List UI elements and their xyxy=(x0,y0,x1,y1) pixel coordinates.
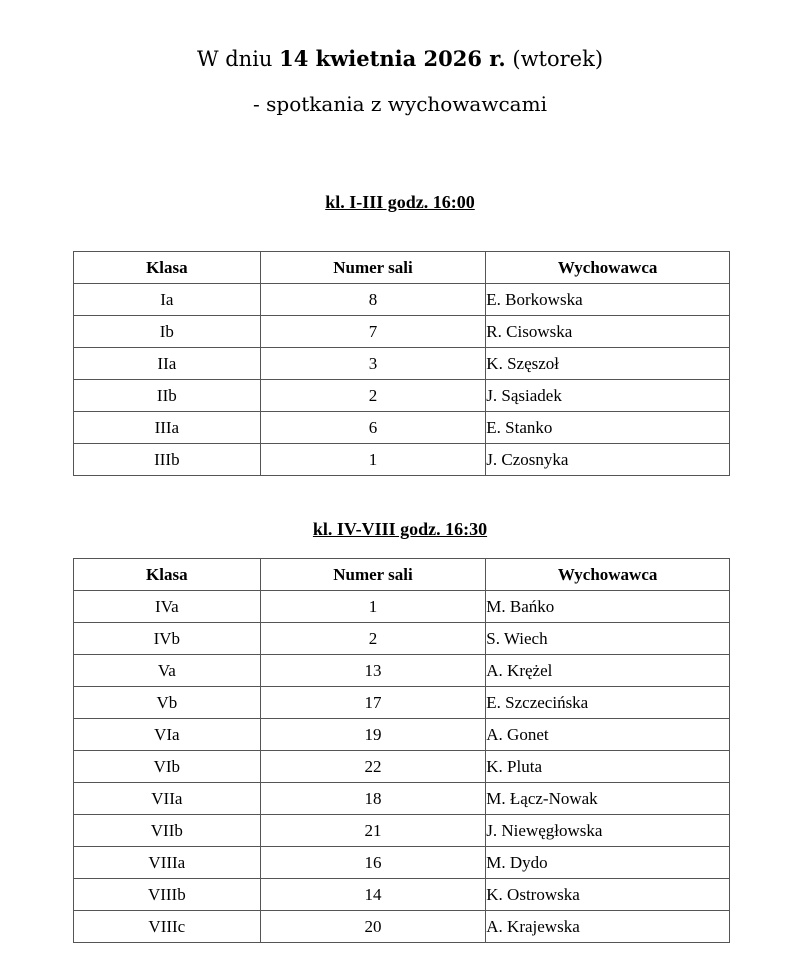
cell-wychowawca: E. Szczecińska xyxy=(486,687,730,719)
cell-sala: 2 xyxy=(260,380,486,412)
cell-klasa: IVa xyxy=(74,591,261,623)
table-row xyxy=(74,348,730,380)
cell-klasa: VIIa xyxy=(74,783,261,815)
table-header-row xyxy=(74,252,730,284)
column-header-klasa: Klasa xyxy=(74,252,261,284)
cell-wychowawca: A. Krężel xyxy=(486,655,730,687)
cell-klasa: VIIb xyxy=(74,815,261,847)
cell-sala: 2 xyxy=(260,623,486,655)
cell-klasa: IVb xyxy=(74,623,261,655)
cell-sala: 8 xyxy=(260,284,486,316)
cell-wychowawca: E. Borkowska xyxy=(486,284,730,316)
cell-klasa: VIb xyxy=(74,751,261,783)
table-row xyxy=(74,783,730,815)
cell-klasa: VIIIb xyxy=(74,879,261,911)
cell-sala: 14 xyxy=(260,879,486,911)
cell-wychowawca: M. Bańko xyxy=(486,591,730,623)
cell-wychowawca: A. Krajewska xyxy=(486,911,730,943)
cell-klasa: VIIIc xyxy=(74,911,261,943)
table-row xyxy=(74,444,730,476)
table-row xyxy=(74,316,730,348)
column-header-numer-sali: Numer sali xyxy=(260,559,486,591)
cell-klasa: IIIb xyxy=(74,444,261,476)
section-heading-grades-4-8: kl. IV-VIII godz. 16:30 xyxy=(312,519,488,539)
cell-klasa: IIb xyxy=(74,380,261,412)
table-header-row xyxy=(74,559,730,591)
page-title xyxy=(0,42,800,76)
title-date: 14 kwietnia 2026 r. xyxy=(279,46,506,71)
schedule-table-grades-4-8 xyxy=(73,558,730,943)
cell-klasa: VIIIa xyxy=(74,847,261,879)
cell-wychowawca: M. Dydo xyxy=(486,847,730,879)
cell-wychowawca: A. Gonet xyxy=(486,719,730,751)
cell-sala: 21 xyxy=(260,815,486,847)
cell-sala: 1 xyxy=(260,444,486,476)
cell-klasa: Ib xyxy=(74,316,261,348)
column-header-klasa: Klasa xyxy=(74,559,261,591)
cell-sala: 7 xyxy=(260,316,486,348)
cell-sala: 6 xyxy=(260,412,486,444)
section-heading-grades-1-3: kl. I-III godz. 16:00 xyxy=(325,192,475,212)
cell-klasa: VIa xyxy=(74,719,261,751)
table-row xyxy=(74,847,730,879)
table-row xyxy=(74,623,730,655)
cell-sala: 1 xyxy=(260,591,486,623)
cell-sala: 19 xyxy=(260,719,486,751)
cell-wychowawca: J. Czosnyka xyxy=(486,444,730,476)
table-row xyxy=(74,911,730,943)
cell-klasa: Vb xyxy=(74,687,261,719)
table-row xyxy=(74,719,730,751)
cell-wychowawca: K. Szęszoł xyxy=(486,348,730,380)
cell-wychowawca: K. Pluta xyxy=(486,751,730,783)
cell-sala: 18 xyxy=(260,783,486,815)
table-row xyxy=(74,284,730,316)
column-header-wychowawca: Wychowawca xyxy=(486,252,730,284)
cell-wychowawca: J. Niewęgłowska xyxy=(486,815,730,847)
table-row xyxy=(74,687,730,719)
page-subtitle: - spotkania z wychowawcami xyxy=(253,92,547,116)
cell-wychowawca: E. Stanko xyxy=(486,412,730,444)
table-row xyxy=(74,751,730,783)
cell-klasa: Va xyxy=(74,655,261,687)
cell-wychowawca: K. Ostrowska xyxy=(486,879,730,911)
cell-wychowawca: M. Łącz-Nowak xyxy=(486,783,730,815)
table-row xyxy=(74,412,730,444)
column-header-wychowawca: Wychowawca xyxy=(486,559,730,591)
cell-sala: 17 xyxy=(260,687,486,719)
cell-sala: 13 xyxy=(260,655,486,687)
column-header-numer-sali: Numer sali xyxy=(260,252,486,284)
cell-sala: 16 xyxy=(260,847,486,879)
title-weekday: (wtorek) xyxy=(505,47,604,71)
schedule-table-grades-1-3 xyxy=(73,251,730,476)
table-row xyxy=(74,591,730,623)
cell-sala: 22 xyxy=(260,751,486,783)
cell-wychowawca: J. Sąsiadek xyxy=(486,380,730,412)
table-row xyxy=(74,380,730,412)
cell-wychowawca: S. Wiech xyxy=(486,623,730,655)
table-row xyxy=(74,655,730,687)
cell-sala: 20 xyxy=(260,911,486,943)
cell-klasa: IIa xyxy=(74,348,261,380)
title-prefix: W dniu xyxy=(196,47,280,71)
cell-sala: 3 xyxy=(260,348,486,380)
cell-klasa: IIIa xyxy=(74,412,261,444)
table-row xyxy=(74,879,730,911)
cell-klasa: Ia xyxy=(74,284,261,316)
table-row xyxy=(74,815,730,847)
cell-wychowawca: R. Cisowska xyxy=(486,316,730,348)
